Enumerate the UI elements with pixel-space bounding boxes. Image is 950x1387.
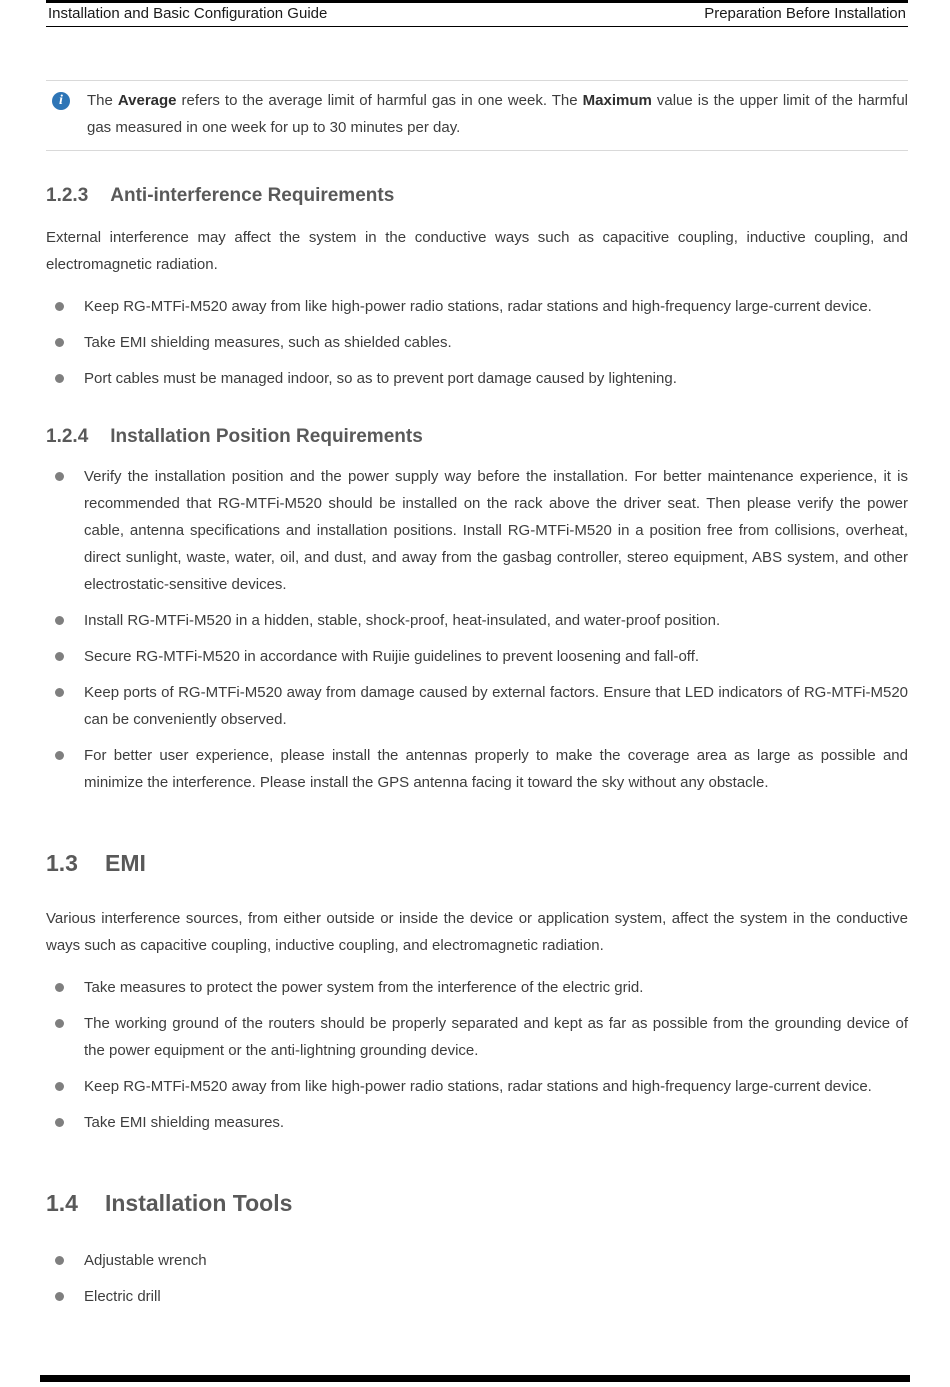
section-heading — [46, 850, 908, 877]
header-left-title: Installation and Basic Configuration Guide — [48, 5, 328, 22]
note-text — [87, 87, 908, 141]
bullet-list — [46, 463, 908, 796]
section-title: Anti-interference Requirements — [110, 185, 395, 206]
bullet-text: Verify the installation position and the power supply way before the installation. For better maintenance experience, it is recommended that RG-MTFi-M520 should be installed on the rack above the driver seat. Then please verify the power cable, antenna specifications and installation positions. Install RG-MTFi-M520 in a position free from collisions, overheat, direct sunlight, waste, water, oil, and dust, and away from the gasbag controller, stereo equipment, ABS system, and other electrostatic-sensitive devices. — [84, 468, 908, 593]
list-item — [46, 679, 908, 733]
bullet-icon — [55, 1292, 64, 1301]
section-emi — [46, 850, 908, 1136]
list-item — [46, 293, 908, 320]
section-title: Installation Position Requirements — [110, 426, 423, 447]
bullet-text: For better user experience, please install the antennas properly to make the coverage area as large as possible and minimize the interference. Please install the GPS antenna facing it toward the sky without any obstacle. — [84, 747, 908, 791]
info-note — [46, 80, 908, 151]
bullet-icon — [55, 983, 64, 992]
bullet-icon — [55, 1256, 64, 1265]
note-bold-maximum: Maximum — [582, 92, 652, 109]
bullet-icon — [55, 751, 64, 760]
section-anti-interference — [46, 185, 908, 392]
paragraph: External interference may affect the system in the conductive ways such as capacitive coupling, inductive coupling, and electromagnetic radiation. — [46, 229, 908, 273]
bullet-text: Install RG-MTFi-M520 in a hidden, stable, shock-proof, heat-insulated, and water-proof position. — [84, 612, 721, 629]
bullet-icon — [55, 302, 64, 311]
bullet-text: Adjustable wrench — [84, 1252, 207, 1269]
bullet-list — [46, 293, 908, 392]
section-title: Installation Tools — [104, 1190, 293, 1216]
section-heading — [46, 426, 908, 448]
section-number: 1.3 — [46, 850, 78, 876]
bullet-text: Keep RG-MTFi-M520 away from like high-power radio stations, radar stations and high-frequency large-current device. — [84, 1078, 872, 1095]
section-title: EMI — [104, 850, 146, 876]
list-item — [46, 1109, 908, 1136]
bullet-icon — [55, 688, 64, 697]
section-number: 1.4 — [46, 1190, 78, 1216]
list-item — [46, 643, 908, 670]
bullet-icon — [55, 338, 64, 347]
section-number: 1.2.3 — [46, 185, 89, 206]
bullet-text: Port cables must be managed indoor, so as to prevent port damage caused by lightening. — [84, 370, 677, 387]
bullet-text: The working ground of the routers should be properly separated and kept as far as possible from the grounding device of the power equipment or the anti-lightning grounding device. — [84, 1015, 908, 1059]
note-text-part: The — [87, 92, 118, 109]
header-right-title: Preparation Before Installation — [704, 5, 906, 22]
info-icon: i — [52, 92, 70, 110]
section-installation-position — [46, 426, 908, 796]
list-item — [46, 1283, 908, 1310]
bullet-list — [46, 974, 908, 1136]
bullet-icon — [55, 616, 64, 625]
list-item — [46, 1247, 908, 1274]
bullet-icon — [55, 1118, 64, 1127]
bullet-text: Take measures to protect the power system from the interference of the electric grid. — [84, 979, 644, 996]
bullet-text: Take EMI shielding measures. — [84, 1114, 285, 1131]
paragraph: Various interference sources, from either outside or inside the device or application system, affect the system in the conductive ways such as capacitive coupling, inductive coupling, and electromagnetic radiation. — [46, 910, 908, 954]
list-item — [46, 329, 908, 356]
list-item — [46, 463, 908, 598]
list-item — [46, 1010, 908, 1064]
footer-bar — [40, 1375, 910, 1382]
note-text-part: refers to the average limit of harmful gas in one week. The — [176, 92, 583, 109]
bullet-icon — [55, 472, 64, 481]
list-item — [46, 742, 908, 796]
bullet-icon — [55, 1082, 64, 1091]
list-item — [46, 365, 908, 392]
bullet-text: Secure RG-MTFi-M520 in accordance with Ruijie guidelines to prevent loosening and fall-off. — [84, 648, 700, 665]
list-item — [46, 1073, 908, 1100]
bullet-list — [46, 1247, 908, 1310]
note-text-part: value is the upper limit of the harmful gas measured in one week for up to 30 minutes per day. — [87, 92, 908, 136]
bullet-icon — [55, 1019, 64, 1028]
bullet-text: Take EMI shielding measures, such as shielded cables. — [84, 334, 452, 351]
section-installation-tools — [46, 1190, 908, 1310]
page-header — [46, 0, 908, 27]
section-heading — [46, 185, 908, 207]
bullet-text: Electric drill — [84, 1288, 161, 1305]
section-heading — [46, 1190, 908, 1217]
list-item — [46, 974, 908, 1001]
bullet-icon — [55, 374, 64, 383]
list-item — [46, 607, 908, 634]
note-bold-average: Average — [117, 92, 177, 109]
bullet-text: Keep ports of RG-MTFi-M520 away from damage caused by external factors. Ensure that LED indicators of RG-MTFi-M520 can be conveniently observed. — [84, 684, 908, 728]
bullet-icon — [55, 652, 64, 661]
bullet-text: Keep RG-MTFi-M520 away from like high-power radio stations, radar stations and high-frequency large-current device. — [84, 298, 872, 315]
section-number: 1.2.4 — [46, 426, 89, 447]
